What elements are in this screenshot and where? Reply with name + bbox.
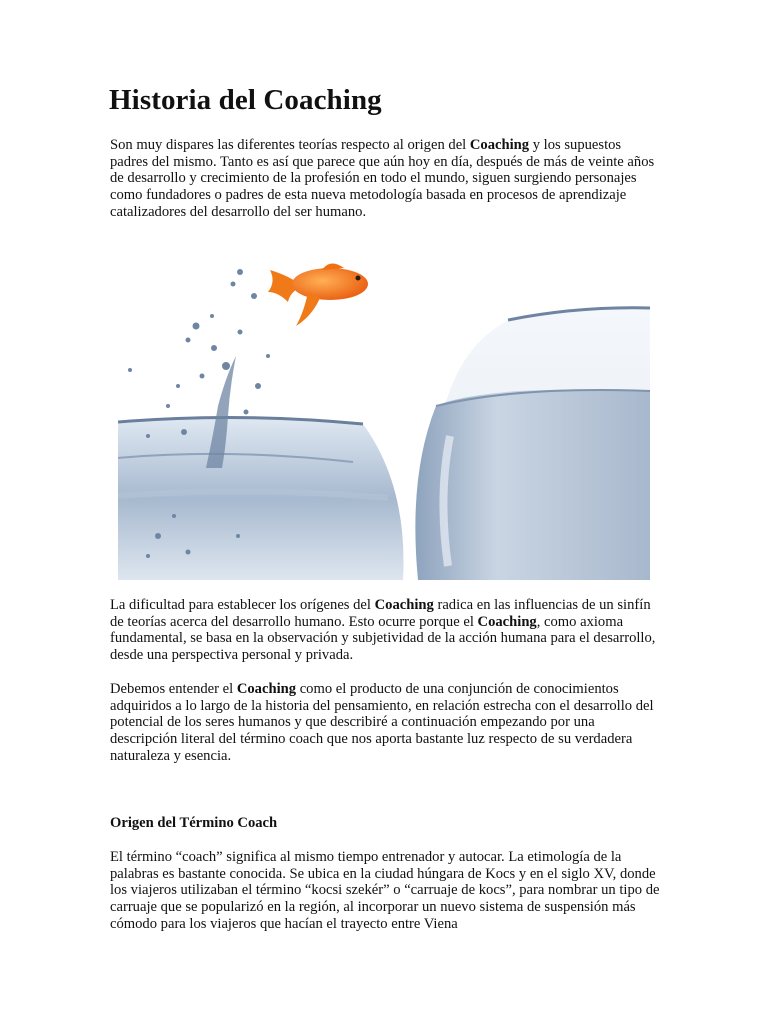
text-run: y los supuestos padres del mismo. Tanto es así que parece que aún hoy en día, después de más de veinte años de desarrollo y crecimiento de la profesión en todo el mundo, siguen surgiendo personajes como fundadores o padres de esta nueva metodología basada en procesos de aprendizaje catalizadores del desarrollo del ser humano. xyxy=(110,137,655,220)
left-bowl xyxy=(118,417,404,580)
bold-term: Coaching xyxy=(469,137,530,153)
bold-term: Coaching xyxy=(374,597,434,613)
text-run: radica en las influencias de un sinfín de teorías acerca del desarrollo humano. Esto ocurre porque el xyxy=(110,597,651,630)
text-run: como el producto de una conjunción de conocimientos adquiridos a lo largo de la historia del pensamiento, en relación estrecha con el desarrollo del potencial de los seres humanos y que describiré a continuación empezando por una descripción literal del término coach que nos aporta bastante luz respecto de su verdadera naturaleza y esencia. xyxy=(110,681,654,764)
bold-term: Coaching xyxy=(236,681,297,697)
intro-paragraph xyxy=(110,137,662,221)
text-run: La dificultad para establecer los orígenes del xyxy=(110,597,375,613)
bold-term: Coaching xyxy=(477,613,537,630)
text-run: , como axioma fundamental, se basa en la observación y subjetividad de la acción humana para el desarrollo, desde una perspectiva personal y privada. xyxy=(110,613,656,664)
page-title: Historia del Coaching xyxy=(109,84,382,116)
body-paragraph xyxy=(110,597,662,664)
goldfish-jumping-illustration xyxy=(118,236,650,580)
text-run: Debemos entender el xyxy=(110,681,237,697)
section-heading: Origen del Término Coach xyxy=(110,815,278,831)
text-run: Son muy dispares las diferentes teorías respecto al origen del xyxy=(110,137,470,153)
body-paragraph: El término “coach” significa al mismo tiempo entrenador y autocar. La etimología de la palabras es bastante conocida. Se ubica en la ciudad húngara de Kocs y en el siglo XV, donde los viajeros utilizaban el término “kocsi szekér” o “carruaje de kocs”, para nombrar un tipo de carruaje que se popularizó en la región, al incorporar un nuevo sistema de suspensión más cómodo para los viajeros que hacían el trayecto entre Viena xyxy=(110,849,660,932)
body-paragraph xyxy=(110,681,662,765)
